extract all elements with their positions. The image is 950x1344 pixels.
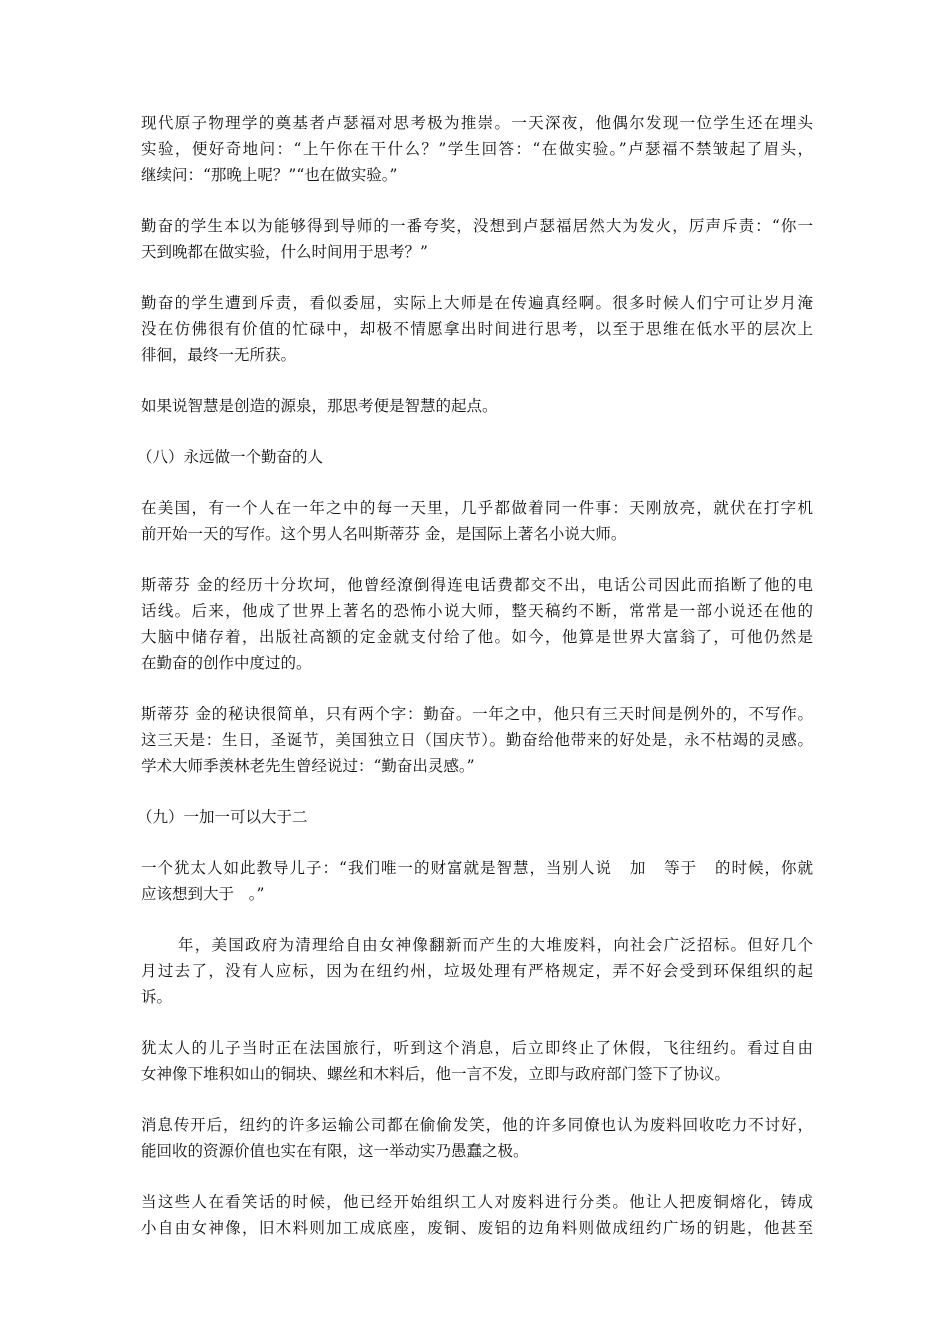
- paragraph-jewish-father: [141, 855, 813, 907]
- text-line: 现代原子物理学的奠基者卢瑟福对思考极为推崇。一天深夜，他偶尔发现一位学生还在埋头: [141, 114, 813, 132]
- text-line: 继续问：“那晚上呢？”“也在做实验。”: [141, 166, 398, 184]
- text-line: 小自由女神像，旧木料则加工成底座，废铜、废铝的边角料则做成纽约广场的钥匙，他甚至: [141, 1219, 813, 1237]
- paragraph-ridicule: [141, 1112, 813, 1164]
- text-line: 年，美国政府为清理给自由女神像翻新而产生的大堆废料，向社会广泛招标。但好几个: [141, 936, 813, 954]
- paragraph-reflection: [141, 290, 813, 368]
- paragraph-son-contract: [141, 1035, 813, 1087]
- text-line: 一个犹太人如此教导儿子：“我们唯一的财富就是智慧，当别人说 加 等于 的时候，你就: [141, 859, 813, 877]
- paragraph-wisdom: [141, 393, 813, 419]
- text-line: 天到晚都在做实验，什么时间用于思考？”: [141, 243, 428, 261]
- paragraph-rutherford-intro: [141, 110, 813, 188]
- text-line: 话线。后来，他成了世界上著名的恐怖小说大师，整天稿约不断，常常是一部小说还在他的: [141, 602, 813, 620]
- text-line: 实验，便好奇地问：“上午你在干什么？”学生回答：“在做实验。”卢瑟福不禁皱起了眉头，: [141, 140, 813, 158]
- text-line: 月过去了，没有人应标，因为在纽约州，垃圾处理有严格规定，弄不好会受到环保组织的起: [141, 962, 813, 980]
- text-line: 斯蒂芬 金的经历十分坎坷，他曾经潦倒得连电话费都交不出，电话公司因此而掐断了他的电: [141, 576, 813, 594]
- text-line: 斯蒂芬 金的秘诀很简单，只有两个字：勤奋。一年之中，他只有三天时间是例外的，不写作。: [141, 705, 813, 723]
- text-line: 学术大师季羡林老先生曾经说过：“勤奋出灵感。”: [141, 757, 475, 775]
- text-line: 勤奋的学生遭到斥责，看似委屈，实际上大师是在传遍真经啊。很多时候人们宁可让岁月淹: [141, 294, 813, 312]
- text-line: 勤奋的学生本以为能够得到导师的一番夸奖，没想到卢瑟福居然大为发火，厉声斥责：“你一: [141, 217, 813, 235]
- text-line: 应该想到大于 。”: [141, 885, 265, 903]
- paragraph-rutherford-rebuke: [141, 213, 813, 265]
- section-heading-8: （八）永远做一个勤奋的人: [137, 448, 324, 466]
- text-line: 消息传开后，纽约的许多运输公司都在偷偷发笑，他的许多同僚也认为废料回收吃力不讨好，: [141, 1116, 813, 1134]
- text-line: 如果说智慧是创造的源泉，那思考便是智慧的起点。: [141, 397, 498, 415]
- paragraph-stephen-king-secret: [141, 701, 813, 779]
- paragraph-statue-tender: [141, 932, 813, 1010]
- text-line: 在美国，有一个人在一年之中的每一天里，几乎都做着同一件事：天刚放亮，就伏在打字机: [141, 499, 813, 517]
- text-line: 徘徊，最终一无所获。: [141, 346, 297, 364]
- text-line: 女神像下堆积如山的铜块、螺丝和木料后，他一言不发，立即与政府部门签下了协议。: [141, 1065, 731, 1083]
- text-line: 这三天是：生日，圣诞节，美国独立日（国庆节）。勤奋给他带来的好处是，永不枯竭的灵感。: [141, 731, 813, 749]
- text-line: 前开始一天的写作。这个男人名叫斯蒂芬 金，是国际上著名小说大师。: [141, 525, 627, 543]
- text-line: 在勤奋的创作中度过的。: [141, 654, 312, 672]
- text-line: 能回收的资源价值也实在有限，这一举动实乃愚蠢之极。: [141, 1142, 529, 1160]
- section-heading-9: （九）一加一可以大于二: [137, 808, 308, 826]
- paragraph-stephen-king-history: [141, 572, 813, 676]
- text-line: 大脑中储存着，出版社高额的定金就支付给了他。如今，他算是世界大富翁了，可他仍然是: [141, 628, 813, 646]
- document-page: [137, 110, 813, 1266]
- paragraph-recycling: [141, 1189, 813, 1241]
- text-line: 犹太人的儿子当时正在法国旅行，听到这个消息，后立即终止了休假，飞往纽约。看过自由: [141, 1039, 813, 1057]
- text-line: 诉。: [141, 988, 173, 1006]
- text-line: 当这些人在看笑话的时候，他已经开始组织工人对废料进行分类。他让人把废铜熔化，铸成: [141, 1193, 813, 1211]
- paragraph-stephen-king-intro: [141, 495, 813, 547]
- text-line: 没在仿佛很有价值的忙碌中，却极不情愿拿出时间进行思考，以至于思维在低水平的层次上: [141, 320, 813, 338]
